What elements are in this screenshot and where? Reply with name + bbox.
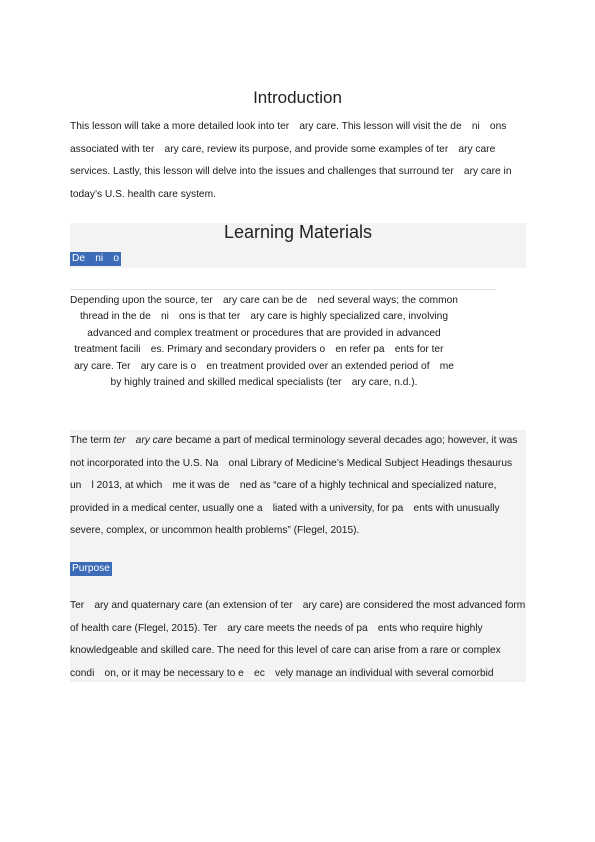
term-paragraph: [70, 430, 528, 543]
purpose-paragraph: Ter ary and quaternary care (an extension of ter ary care) are considered the most advanced form of health care (Flegel, 2015). Ter ary care meets the needs of pa ents who require highly knowledgeable and skilled care. The need for this level of care can arise from a rare or complex condi on, or it may be necessary to e ec vely manage an individual with several comorbid: [70, 600, 526, 679]
term-paragraph-after: became a part of medical terminology several decades ago; however, it was not incorporated into the U.S. Na onal Library of Medicine’s Medical Subject Headings thesaurus un l 2013, at which me it was de ned as “care of a highly technical and specialized nature, provided in a medical center, usually one a liated with a university, for pa ents with unusually severe, complex, or uncommon health problems” (Flegel, 2015).: [70, 435, 518, 537]
introduction-paragraph: This lesson will take a more detailed look into ter ary care. This lesson will visit the de ni ons associated with ter ary care, review its purpose, and provide some examples of ter ary care services. Lastly, this lesson will delve into the issues and challenges that surround ter ary care in today’s U.S. health care system.: [70, 121, 512, 200]
purpose-label: Purpose: [72, 563, 110, 574]
term-paragraph-before: The term: [70, 435, 114, 446]
learning-materials-heading: Learning Materials: [223, 222, 373, 242]
definition-quote: Depending upon the source, ter ary care can be de ned several ways; the common thread in the de ni ons is that ter ary care is highly specialized care, involving advanced and complex treatment or procedures that are provided in advanced treatment facili es. Primary and secondary providers o en refer pa ents for ter ary care. Ter ary care is o en treatment provided over an extended period of me by highly trained and skilled medical specialists (ter ary care, n.d.).: [70, 295, 458, 389]
definitions-label: De ni o: [72, 253, 119, 264]
term-italic: ter ary care: [113, 435, 173, 446]
introduction-heading: Introduction: [253, 88, 342, 107]
divider: [70, 289, 496, 290]
